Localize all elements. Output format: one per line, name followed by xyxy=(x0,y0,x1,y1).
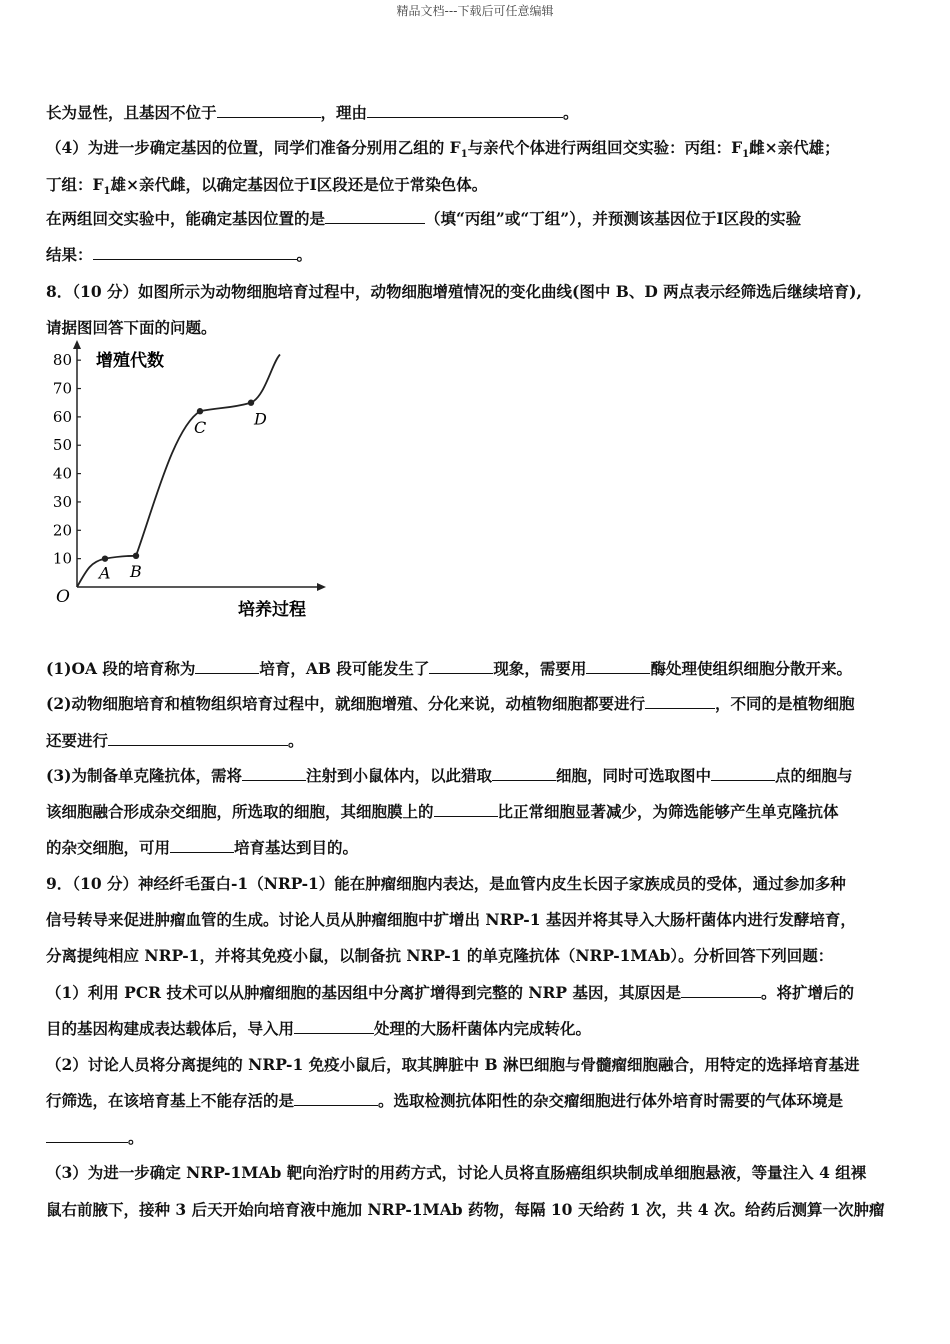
page-header: 精品文档---下载后可任意编辑 xyxy=(396,4,554,18)
q8b-text-a: (2)动物细胞培育和植物组织培育过程中，就细胞增殖、分化来说，动植物细胞都要进行 xyxy=(46,694,645,713)
q9-part1-cont-line xyxy=(46,1019,916,1039)
answer-blank[interactable] xyxy=(108,731,288,746)
q8-part3-cont2-line xyxy=(46,838,916,858)
x-axis-arrow xyxy=(317,583,326,591)
q8f-text-a: 的杂交细胞，可用 xyxy=(46,838,171,857)
y-tick-label: 50 xyxy=(52,436,72,455)
chart-points xyxy=(97,400,267,583)
answer-blank[interactable] xyxy=(586,659,650,674)
answer-blank[interactable] xyxy=(367,103,563,118)
q9-l8: 。 xyxy=(128,1128,144,1147)
q8d-text-c: 细胞，同时可选取图中 xyxy=(555,766,711,785)
p1-line xyxy=(46,103,916,123)
q8e-text-a: 该细胞融合形成杂交细胞，所选取的细胞，其细胞膜上的 xyxy=(46,802,434,821)
p5-line xyxy=(46,245,916,265)
q8e-text-b: 比正常细胞显著减少，为筛选能够产生单克隆抗体 xyxy=(497,802,839,821)
p2-line xyxy=(46,138,916,165)
point-c xyxy=(197,408,203,414)
q8d-text-d: 点的细胞与 xyxy=(775,766,853,785)
y-tick-label: 70 xyxy=(52,379,72,398)
p2-text-b: 与亲代个体进行两组回交实验：丙组：F xyxy=(467,138,743,157)
q8-part2-line xyxy=(46,694,916,714)
q8d-text-b: 注射到小鼠体内，以此猎取 xyxy=(305,766,492,785)
q9-stem-line2: 信号转导来促进肿瘤血管的生成。讨论人员从肿瘤细胞中扩增出 NRP-1 基因并将其导入大肠杆菌体内进行发酵培育， xyxy=(46,910,856,929)
q9-part2-cont2-line xyxy=(46,1128,916,1148)
answer-blank[interactable] xyxy=(711,766,775,781)
q9-l4b: 。将扩增后的 xyxy=(760,983,854,1002)
answer-blank[interactable] xyxy=(294,1091,378,1106)
point-label-a: A xyxy=(99,563,111,583)
y-tick-label: 60 xyxy=(52,407,72,426)
q8c-text-b: 。 xyxy=(288,731,304,750)
q9-part1-line xyxy=(46,983,916,1003)
q9-l5a: 目的基因构建成表达载体后，导入用 xyxy=(46,1019,295,1038)
q8a-text-d: 酶处理使组织细胞分散开来。 xyxy=(650,659,852,678)
q9-part2-line: （2）讨论人员将分离提纯的 NRP-1 免疫小鼠后，取其脾脏中 B 淋巴细胞与骨髓瘤细胞融合，用特定的选择培育基进 xyxy=(46,1055,860,1074)
q8d-text-a: (3)为制备单克隆抗体，需将 xyxy=(46,766,242,785)
p2-sub2: 1 xyxy=(742,149,750,161)
p1-text-a: 长为显性，且基因不位于 xyxy=(46,103,217,122)
x-axis-label: 培养过程 xyxy=(238,600,306,620)
q8c-text-a: 还要进行 xyxy=(46,731,109,750)
p1-text-b: ，理由 xyxy=(320,103,368,122)
growth-curve-chart xyxy=(40,340,340,630)
q9-l7b: 。选取检测抗体阳性的杂交瘤细胞进行体外培育时需要的气体环境是 xyxy=(378,1091,844,1110)
origin-label: O xyxy=(56,587,70,607)
p1-text-c: 。 xyxy=(563,103,579,122)
p2-text-c: 雌×亲代雄； xyxy=(749,138,840,157)
point-label-d: D xyxy=(254,409,267,429)
q9-part2-cont-line xyxy=(46,1091,916,1111)
answer-blank[interactable] xyxy=(294,1019,374,1034)
y-axis-label: 增殖代数 xyxy=(96,351,164,371)
q8-part3-line xyxy=(46,766,916,786)
p5-text-b: 。 xyxy=(296,245,313,264)
answer-blank[interactable] xyxy=(429,659,493,674)
p2-sub: 1 xyxy=(460,149,468,161)
point-label-c: C xyxy=(194,418,207,438)
chart-axes xyxy=(73,340,326,591)
q8-part1-line xyxy=(46,659,916,679)
q8b-text-b: ，不同的是植物细胞 xyxy=(714,694,855,713)
p5-text-a: 结果： xyxy=(46,245,93,264)
p3-text-a: 丁组：F xyxy=(46,175,104,194)
q8-part3-cont1-line xyxy=(46,802,916,822)
y-tick-label: 20 xyxy=(52,521,72,540)
q8a-text-c: 现象，需要用 xyxy=(493,659,587,678)
y-tick-label: 30 xyxy=(52,492,72,511)
q8-stem-line1: 8．（10 分）如图所示为动物细胞培育过程中，动物细胞增殖情况的变化曲线(图中 B、D 两点表示经筛选后继续培育), xyxy=(46,282,862,301)
p3-sub: 1 xyxy=(103,186,111,198)
p3-line xyxy=(46,175,916,202)
q9-stem-line1: 9．（10 分）神经纤毛蛋白-1（NRP-1）能在肿瘤细胞内表达，是血管内皮生长因子家族成员的受体，通过参加多种 xyxy=(46,874,846,893)
p4-text-a: 在两组回交实验中，能确定基因位置的是 xyxy=(46,209,326,228)
answer-blank[interactable] xyxy=(93,245,297,260)
p4-text-b: （填“丙组”或“丁组”），并预测该基因位于Ⅰ区段的实验 xyxy=(425,209,802,228)
point-b xyxy=(133,553,139,559)
q8-stem-line2: 请据图回答下面的问题。 xyxy=(46,318,217,337)
answer-blank[interactable] xyxy=(242,766,306,781)
q8a-text-a: (1)OA 段的培育称为 xyxy=(46,659,196,678)
q9-l7a: 行筛选，在该培育基上不能存活的是 xyxy=(46,1091,295,1110)
answer-blank[interactable] xyxy=(492,766,556,781)
p4-line xyxy=(46,209,916,229)
point-a xyxy=(102,555,108,561)
q9-l5b: 处理的大肠杆菌体内完成转化。 xyxy=(374,1019,592,1038)
point-d xyxy=(248,400,254,406)
q8f-text-b: 培育基达到目的。 xyxy=(234,838,359,857)
answer-blank[interactable] xyxy=(46,1128,128,1143)
q8-part2-cont-line xyxy=(46,731,916,751)
answer-blank[interactable] xyxy=(434,802,498,817)
y-tick-label: 10 xyxy=(52,549,72,568)
growth-curve-line xyxy=(77,355,280,587)
answer-blank[interactable] xyxy=(217,103,321,118)
answer-blank[interactable] xyxy=(195,659,259,674)
answer-blank[interactable] xyxy=(681,983,761,998)
y-tick-label: 80 xyxy=(52,351,72,370)
point-label-b: B xyxy=(130,561,142,581)
q9-part3-line: （3）为进一步确定 NRP-1MAb 靶向治疗时的用药方式，讨论人员将直肠癌组织块制成单细胞悬液，等量注入 4 组裸 xyxy=(46,1163,867,1182)
q9-stem-line3: 分离提纯相应 NRP-1，并将其免疫小鼠，以制备抗 NRP-1 的单克隆抗体（NRP-1MAb）。分析回答下列回题： xyxy=(46,946,834,965)
p2-text-a: （4）为进一步确定基因的位置，同学们准备分别用乙组的 F xyxy=(46,138,461,157)
q8a-text-b: 培育，AB 段可能发生了 xyxy=(259,659,430,678)
answer-blank[interactable] xyxy=(325,209,425,224)
answer-blank[interactable] xyxy=(170,838,234,853)
q9-l4a: （1）利用 PCR 技术可以从肿瘤细胞的基因组中分离扩增得到完整的 NRP 基因，其原因是 xyxy=(46,983,681,1002)
answer-blank[interactable] xyxy=(645,694,715,709)
p3-text-b: 雄×亲代雌，以确定基因位于Ⅰ区段还是位于常染色体。 xyxy=(110,175,488,194)
q9-part3-cont-line: 鼠右前腋下，接种 3 后天开始向培育液中施加 NRP-1MAb 药物，每隔 10 天给药 1 次，共 4 次。给药后测算一次肿瘤 xyxy=(46,1200,885,1219)
y-tick-label: 40 xyxy=(52,464,72,483)
y-axis-arrow xyxy=(73,340,81,349)
